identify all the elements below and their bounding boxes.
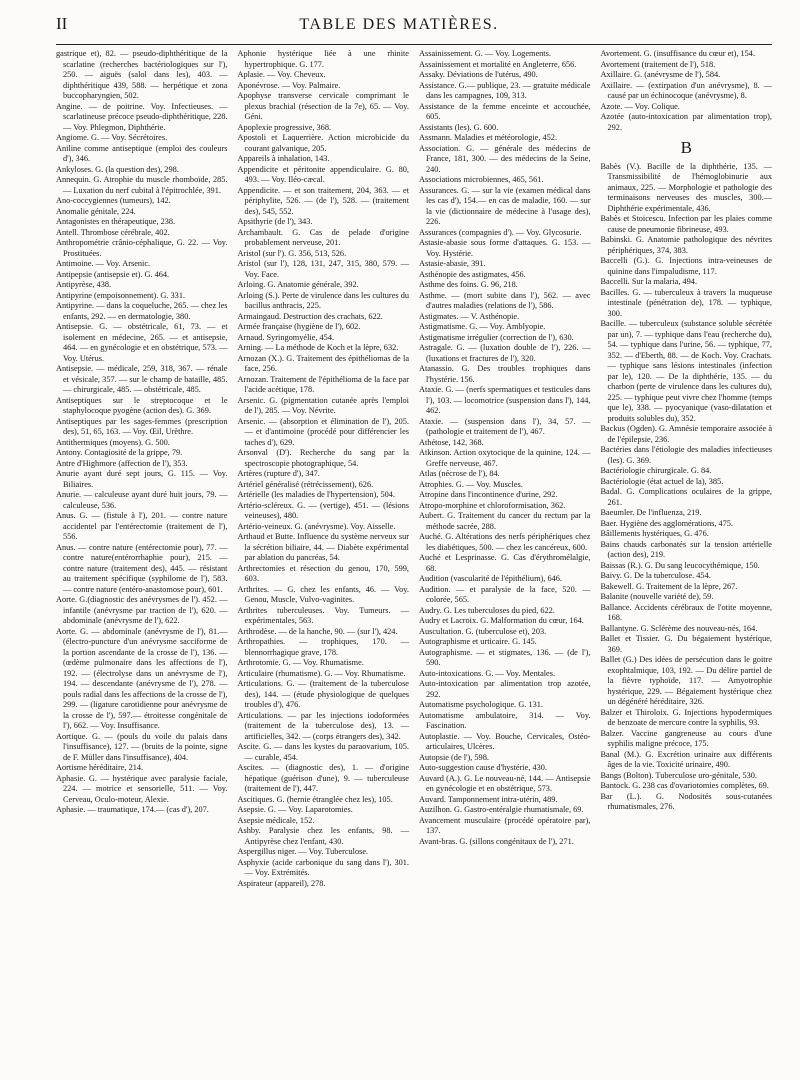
- index-entry: Aponévrose. — Voy. Palmaire.: [237, 80, 341, 90]
- index-entry: Baer. Hygiène des agglomérations, 475.: [600, 518, 733, 528]
- index-entry: Articulations. G. — (traitement de la tuberculose des), 144. — (étude physiologique de quelques troubles d'), 476.: [237, 679, 409, 709]
- index-entry: Artério-scléreux. G. — (vertige), 451. — (lésions veineuses), 480.: [237, 500, 409, 520]
- index-entry: Astragale. G. — (luxation double de l'), 226. — (luxations et fractures de l'), 320.: [419, 343, 591, 363]
- index-entry: Baeumler. De l'influenza, 219.: [600, 508, 702, 517]
- index-entry: Assistance. G.— publique, 23. — gratuite médicale dans les campagnes, 109, 313.: [419, 80, 591, 100]
- index-entry: Badal. G. Complications oculaires de la grippe, 261.: [600, 487, 772, 507]
- index-entry: Aristol (sur l'). G. 356, 513, 526.: [237, 248, 347, 258]
- page-title: TABLE DES MATIÈRES.: [299, 16, 499, 33]
- index-entry: Angiome. G. — Voy. Sécrétoires.: [56, 133, 168, 142]
- index-entry: Appendicite. — et son traitement, 204, 363. — et périphylite, 526. — (de l'), 528. — (traitement des), 545, 552.: [237, 185, 409, 216]
- page-header: [56, 14, 772, 44]
- index-entry: Auvard. Tamponnement intra-utérin, 489.: [419, 794, 558, 804]
- index-entry: Automatisme psychologique. G. 131.: [419, 700, 543, 709]
- index-entry: Autopsie (de l'), 598.: [419, 752, 489, 762]
- index-entry: Antell. Thrombose cérébrale, 402.: [56, 227, 170, 237]
- index-entry: Asepsie. G. — Voy. Laparotomies.: [237, 805, 353, 814]
- index-entry: Balanite (nouvelle variété de), 59.: [600, 592, 714, 601]
- column-3: [419, 49, 591, 889]
- header-rule: [56, 44, 772, 45]
- index-entry: Asphyxie (acide carbonique du sang dans l'), 301. — Voy. Extrémités.: [237, 857, 409, 877]
- index-entry: Auscultation. G. (tuberculose et), 203.: [419, 626, 547, 636]
- index-entry: Auché et Lesprinasse. G. Cas d'érythromélalgie, 68.: [419, 553, 591, 573]
- index-entry: Ataxie. G. — (nerfs spermatiques et testicules dans l'), 103. — locomotrice (suspension dans l'), 144, 462.: [419, 385, 591, 415]
- index-entry: Antimoine. — Voy. Arsenic.: [56, 259, 151, 268]
- index-entry: Astasie-abasie, 391.: [419, 259, 486, 268]
- index-entry: Assaky. Déviations de l'utérus, 490.: [419, 70, 538, 79]
- index-entry: Antithermiques (moyens). G. 500.: [56, 437, 170, 447]
- index-entry: Appendicite et péritonite appendiculaire. G. 80, 493. — Voy. Iléo-cæcal.: [237, 164, 409, 184]
- index-entry: Atropo-morphine et chloroformisation, 362.: [419, 500, 566, 510]
- index-entry: Anus. G. — (fistule à l'), 201. — contre nature accidentel par l'entérectomie (traitement de l'), 556.: [56, 511, 228, 541]
- index-entry: Antisepsie. G. — obstétricale, 61, 73. — et isolement en médecine, 265. — et antisepsie, 464. — en gynécologie et en obstétrique, 573. — Voy. Utérus.: [56, 322, 228, 363]
- index-entry: Apsithyrie (de l'), 343.: [237, 217, 313, 226]
- index-entry: Audry. G. Les tuberculoses du pied, 622.: [419, 605, 555, 615]
- index-entry: Bacille. — tuberculeux (substance soluble sécrétée par un), 7. — typhique dans l'eau (recherche du), 54. — typhique dans l'urine, 56. — typhique, 77, 352. — d'Eberth, 88. — de Koch. Voy. Crachats. — typhique sans lésions intestinales (infection par le), 120. — De la diphthérie, 135. — du charbon (perte de virulence dans les cultures du), 225. — typhique peut vivre chez l'homme (temps que le), 338. — pyocyanique (vaso-dilatation et produits solubles du), 352.: [600, 319, 772, 423]
- index-entry: Atanassio. G. Des troubles trophiques dans l'hystérie. 156.: [419, 364, 591, 384]
- index-entry: Audry et Lacroix. G. Malformation du cœur, 164.: [419, 616, 584, 625]
- index-entry: Aorte. G.(diagnostic des anévrysmes de l'). 452. — infantile (anévrysme par traction de l'), 620. — abdominale (anévrysme de l'), 622.: [56, 595, 228, 625]
- index-entry: Ashby. Paralysie chez les enfants, 98. — Antipyrèse chez l'enfant, 430.: [237, 826, 409, 846]
- index-entry: Artériel généralisé (rétrécissement), 626.: [237, 479, 374, 489]
- index-entry: Balzer. Vaccine gangreneuse au cours d'une syphilis maligne précoce, 175.: [600, 728, 772, 748]
- index-entry: Antiseptiques par les sages-femmes (prescription des), 51, 65, 163. — Voy. Œil, Urèthre.: [56, 416, 228, 436]
- index-entry: Assainissement. G. — Voy. Logements.: [419, 49, 551, 58]
- index-entry: Artérielle (les maladies de l'hypertension), 504.: [237, 490, 395, 499]
- index-entry: Antagonistes en thérapeutique, 238.: [56, 217, 176, 226]
- section-letter: B: [680, 138, 692, 157]
- index-entry: Aorte. G. — abdominale (anévrysme de l'), 81.—(électro-puncture d'un anévrysme sacciforme de la portion ascendante de la crosse de l'), 136. — (œdème pulmonaire dans les affections de l'), 192. — (électrolyse dans un anévrysme de l'), 194. — descendante (anévrysme de l'), 278. — pouls radial dans les affections de la crosse de l'), 299. — (ligature carotidienne pour anévrysme de la crosse de l'), 597.— étroitesse congénitale de l'), 662. — Voy. Insuffisance.: [56, 626, 228, 730]
- index-entry: Aspirateur (appareil), 278.: [237, 878, 326, 888]
- index-entry: Bakewell. G. Traitement de la lèpre, 267.: [600, 581, 738, 591]
- index-entry: Armée française (hygiène de l'), 602.: [237, 322, 361, 331]
- index-entry: Audition. — et paralysie de la face, 520. — colorée, 565.: [419, 584, 591, 604]
- column-4: [601, 49, 773, 889]
- index-entry: Automatisme ambulatoire, 314. — Voy. Fascination.: [419, 710, 591, 730]
- index-entry: Articulaire (rhumatisme). G. — Voy. Rhumatisme.: [237, 668, 406, 678]
- index-entry: Anomalie génitale, 224.: [56, 206, 136, 216]
- index-entry: Arthropathies. — trophiques, 170. — blennorrhagique grave, 178.: [237, 637, 409, 657]
- index-entry: Aphasie. G. — hystérique avec paralysie faciale, 224. — motrice et sensorielle, 511. — Voy. Cerveau, Oculo-moteur, Alexie.: [56, 773, 228, 804]
- index-entry: Auto-intoxications. G. — Voy. Mentales.: [419, 668, 556, 678]
- index-entry: Antipyrine (empoisonnement). G. 331.: [56, 290, 186, 300]
- index-entry: Articulations. — par les injections iodoformées (traitement de la tuberculose des), 13. — artificielles, 342. — (corps étrangers des), 342.: [237, 710, 409, 741]
- index-entry: Auto-suggestion cause d'hystérie, 430.: [419, 763, 547, 772]
- index-entry: Assistants (les). G. 600.: [419, 122, 499, 132]
- index-entry: Bâillements hystériques, G. 476.: [600, 529, 709, 538]
- index-entry: Antony. Contagiosité de la grippe, 79.: [56, 448, 183, 457]
- index-entry: Anus. — contre nature (entérectomie pour), 77. — contre nature(entérorrhaphie pour), 215. — contre nature (traitement des), 445. — résistant au traitement spécifique (syphilome de l'), 583. — contre nature (entéro-anastomose pour), 601.: [56, 542, 228, 594]
- index-entry: Arsonval (D'). Recherche du sang par la spectroscopie photographique, 54.: [237, 448, 409, 468]
- index-entry: Ballet et Tissier. G. Du bégaiement hystérique, 369.: [600, 634, 772, 654]
- page-number: II: [56, 14, 68, 33]
- index-entry: Astasie-abasie sous forme d'attaques. G. 153. — Voy. Hystérie.: [419, 238, 591, 258]
- index-entry: Antipyrine. — dans la coqueluche, 265. — chez les enfants, 292. — en dermatologie, 380.: [56, 301, 228, 321]
- index-entry: Avancement musculaire (procédé opératoire par), 137.: [419, 815, 591, 835]
- index-entry: Antipepsie (antisepsie et). G. 464.: [56, 269, 170, 279]
- index-entry: Artério-veineux. G. (anévrysme). Voy. Aisselle.: [237, 521, 396, 531]
- index-entry: Auzilhon. G. Gastro-entéralgie rhumatismale, 69.: [419, 805, 584, 814]
- index-entry: Bar (L.). G. Nodosités sous-cutanées rhumatismales, 276.: [600, 791, 772, 811]
- index-entry: Anthropométrie crânio-céphalique, G. 22. — Voy. Prostituées.: [56, 238, 228, 258]
- index-entry: Aortisme héréditaire, 214.: [56, 763, 144, 772]
- index-entry: Bactériologie (état actuel de la), 385.: [600, 476, 724, 486]
- index-entry: Baccelli (G.). G. Injections intra-veineuses de quinine dans l'impaludisme, 117.: [600, 256, 772, 276]
- index-entry: Astigmatisme. G. — Voy. Amblyopie.: [419, 322, 546, 331]
- index-entry: Aphonie hystérique liée à une rhinite hypertrophique. G. 177.: [237, 49, 409, 69]
- index-entry: Ballance. Accidents cérébraux de l'otite moyenne, 168.: [600, 602, 772, 622]
- index-columns: [56, 49, 772, 889]
- index-entry: Axillaire. — (extirpation d'un anévrysme), 8. — causé par un échinocoque (anévrysme), 8.: [600, 80, 772, 100]
- index-entry: Bantock. G. 238 cas d'ovariotomies complètes, 69.: [600, 781, 769, 790]
- index-entry: Armaingaud. Destruction des crachats, 622.: [237, 311, 383, 321]
- index-entry: Baccelli. Sur la malaria, 494.: [600, 277, 698, 286]
- index-entry: Avortement (traitement de l'), 518.: [600, 59, 716, 69]
- index-entry: Arthrotomie. G. — Voy. Rhumatisme.: [237, 658, 364, 667]
- index-entry: Athétose, 142, 368.: [419, 437, 484, 447]
- index-entry: Bactéries dans l'étiologie des maladies infectieuses (les). G. 369.: [600, 445, 772, 465]
- index-entry: Autographisme. — et stigmates, 136. — (de l'), 590.: [419, 647, 591, 667]
- index-entry: Association. G. — générale des médecins de France, 181, 300. — des médecins de la Seine, 240.: [419, 143, 591, 174]
- index-entry: Apostoli et Laquerrière. Action microbicide du courant galvanique, 205.: [237, 133, 409, 153]
- index-entry: Atropine dans l'incontinence d'urine, 292.: [419, 490, 558, 499]
- index-entry: Auto-intoxication par alimentation trop azotée, 292.: [419, 679, 591, 699]
- index-entry: Arthrectomies et résection du genou, 170, 599, 603.: [237, 563, 409, 583]
- index-entry: Assistance de la femme enceinte et accouchée, 605.: [419, 101, 591, 121]
- index-entry: Autoplastie. — Voy. Bouche, Cervicales, Ostéo-articulaires, Ulcères.: [419, 731, 591, 751]
- index-entry: Artères (rupture d'), 347.: [237, 469, 320, 478]
- index-entry: Avant-bras. G. (sillons congénitaux de l'), 271.: [419, 836, 574, 846]
- index-entry: Arsenic. — (absorption et élimination de l'), 205. — et d'antimoine (procédé pour différencier les taches d'), 629.: [237, 416, 409, 447]
- index-entry: Bacilles. G. — tuberculeux à travers la muqueuse intestinale (pénétration de), 178. — typhique, 300.: [600, 287, 772, 318]
- index-entry: Assmann. Maladies et météorologie, 452.: [419, 133, 558, 142]
- index-entry: Antiseptiques sur le streptocoque et le staphylocoque pyogène (action des). G. 369.: [56, 395, 228, 415]
- index-entry: Aplasie. — Voy. Cheveux.: [237, 70, 326, 79]
- index-entry: Axillaire. G. (anévrysme de l'), 584.: [600, 70, 721, 79]
- index-entry: gastrique et), 82. — pseudo-diphthéritique de la scarlatine (recherches bactériologiques sur l'), 250. — aiguës (salol dans les), 403. — diphthéritique 439, 588. — herpétique et zona buccopharyngien, 502.: [56, 49, 228, 100]
- index-entry: Aspergillus niger. — Voy. Tuberculose.: [237, 847, 369, 856]
- index-entry: Ano-coccygiennes (tumeurs), 142.: [56, 196, 171, 205]
- index-entry: Arloing (S.). Perte de virulence dans les cultures du bacillus anthracis, 225.: [237, 290, 409, 310]
- index-entry: Aortique. G. — (pouls du voile du palais dans l'insuffisance), 127. — (bruits de la pointe, signe de F. Müller dans l'insuffisance), 404.: [56, 731, 228, 762]
- index-entry: Bains chauds carbonatés sur la tension artérielle (action des), 219.: [600, 539, 772, 559]
- index-entry: Arnaud. Syringomyélie, 454.: [237, 332, 335, 342]
- index-entry: Assurances. G. — sur la vie (examen médical dans les cas d'), 154.— en cas de maladie, 160. — sur la vie (dictionnaire de médecine à l'usage des), 226.: [419, 185, 591, 226]
- index-entry: Appareils à inhalation, 143.: [237, 154, 330, 163]
- index-entry: Atrophies. G. — Voy. Muscles.: [419, 479, 523, 489]
- index-entry: Annequin. G. Atrophie du muscle rhomboïde, 285. — Luxation du nerf cubital à l'épitrochlée, 391.: [56, 175, 228, 195]
- index-entry: Backus (Ogden). G. Amnésie temporaire associée à de l'épilepsie, 236.: [600, 424, 772, 444]
- index-entry: Arthrites. — G. chez les enfants, 46. — Voy. Genou, Muscle, Vulvo-vaginites.: [237, 584, 409, 604]
- index-entry: Audition (vascularité de l'épithélium), 646.: [419, 574, 562, 583]
- index-entry: Avortement. G. (insuffisance du cœur et), 154.: [600, 49, 756, 58]
- index-entry: Ascites. — (diagnostic des), 1. — d'origine hépatique (guérison d'une), 9. — tuberculeuse (traitement de l'), 447.: [237, 763, 409, 793]
- index-entry: Arning. — La méthode de Koch et la lèpre, 632.: [237, 343, 399, 352]
- index-entry: Asthénopie des astigmates, 456.: [419, 269, 526, 279]
- index-entry: Anurie. — calculeuse ayant duré huit jours, 79. — calculeuse, 536.: [56, 490, 228, 510]
- index-entry: Astigmatisme irrégulier (correction de l'), 630.: [419, 332, 574, 342]
- index-entry: Azote. — Voy. Colique.: [600, 101, 680, 111]
- index-entry: Arnozan (X.). G. Traitement des épithéliomas de la face, 256.: [237, 353, 409, 373]
- index-entry: Antre d'Highmore (affection de l'), 353.: [56, 458, 188, 468]
- index-entry: Arnozan. Traitement de l'épithélioma de la face par l'acide acétique, 178.: [237, 374, 409, 394]
- index-entry: Banal (M.). G. Excrétion urinaire aux différents âges de la vie. Toxicité urinaire, 490.: [600, 749, 772, 769]
- index-entry: Bactériologie chirurgicale. G. 84.: [600, 466, 712, 475]
- index-entry: Ascite. G. — dans les kystes du paraovarium, 105. — curable, 454.: [237, 742, 409, 762]
- column-2: [238, 49, 410, 889]
- index-entry: Auvard (A.). G. Le nouveau-né, 144. — Antisepsie en gynécologie et en obstétrique, 573.: [419, 773, 591, 793]
- index-entry: Aristol (sur l'), 128, 131, 247, 315, 380, 579. — Voy. Face.: [237, 259, 409, 279]
- index-entry: Ankyloses. G. (la question des), 298.: [56, 164, 179, 174]
- index-entry: Babès et Stoicescu. Infection par les plaies comme cause de pneumonie fibrineuse, 493.: [600, 214, 772, 234]
- index-entry: Arsenic. G. (pigmentation cutanée après l'emploi de l'), 285. — Voy. Névrite.: [237, 395, 409, 415]
- index-entry: Auché. G. Altérations des nerfs périphériques chez les diabétiques, 500. — chez les cancéreux, 600.: [419, 532, 591, 552]
- index-entry: Balzer et Thiroloix. G. Injections hypodermiques de benzoate de mercure contre la syphilis, 93.: [600, 707, 772, 727]
- index-entry: Aniline comme antiseptique (emploi des couleurs d'), 346.: [56, 143, 228, 163]
- index-entry: Anurie ayant duré sept jours, G. 115. — Voy. Biliaires.: [56, 469, 228, 489]
- index-entry: Babès (V.). Bacille de la diphthérie, 135. — Transmissibilité de l'hémoglobinurie aux animaux, 225. — Morphologie et pathologie des terminaisons nerveuses des muscles, 300.—Diphthérie expérimentale, 436.: [600, 161, 772, 213]
- index-entry: Azotée (auto-intoxication par alimentation trop), 292.: [600, 112, 772, 132]
- index-entry: Apophyse transverse cervicale comprimant le plexus brachial (résection de la 7e), 65. — Voy. Géni.: [237, 91, 409, 121]
- column-1: [56, 49, 228, 889]
- index-entry: Arloing. G. Anatomie générale, 392.: [237, 280, 359, 289]
- index-entry: Autographisme et urticaire. G. 145.: [419, 637, 537, 646]
- index-entry: Baivy. G. De la tuberculose. 454.: [600, 571, 711, 580]
- index-entry: Astigmates. — V. Asthénopie.: [419, 311, 520, 321]
- index-entry: Baissas (R.). G. Du sang leucocythémique, 150.: [600, 560, 760, 570]
- index-entry: Atlas (nécrose de l'), 84.: [419, 469, 500, 478]
- index-entry: Apoplexie progressive, 368.: [237, 122, 332, 132]
- index-entry: Assurances (compagnies d'). — Voy. Glycosurie.: [419, 227, 582, 237]
- index-entry: Asthme. — (mort subite dans l'), 562. — avec d'autres maladies (relations de l'), 586.: [419, 290, 591, 310]
- index-entry: Arthaud et Butte. Influence du système nerveux sur la sécrétion biliaire, 44. — Diabète expérimental par ablation du pancréas, 54.: [237, 532, 409, 562]
- index-entry: Aphasie. — traumatique, 174.— (cas d'), 207.: [56, 805, 209, 814]
- index-entry: Asepsie médicale, 152.: [237, 815, 315, 825]
- index-entry: Ascitiques. G. (hernie étranglée chez les), 105.: [237, 794, 393, 804]
- index-entry: Aubert. G. Traitement du cancer du rectum par la méthode sacrée, 288.: [419, 511, 591, 531]
- index-entry: Antipyrèse, 438.: [56, 280, 112, 289]
- index-entry: Arthrites tuberculeuses. Voy. Tumeurs. — expérimentales, 563.: [237, 605, 409, 625]
- index-entry: Babinski. G. Anatomie pathologique des névrites périphériques, 374, 383.: [600, 235, 772, 255]
- index-entry: Atkinson. Action oxytocique de la quinine, 124. — Greffe nerveuse, 467.: [419, 448, 591, 468]
- index-entry: Angine. — de poitrine. Voy. Infectieuses. — scarlatineuse précoce pseudo-diphthéritique, 228. — Voy. Phlegmon, Diphthérie.: [56, 101, 228, 132]
- index-entry: Ballet (G.) Des idées de persécution dans le goitre exophtalmique, 103, 192. — Du délire partiel de la fièvre typhoïde, 117. — Amyotrophie hystérique, 229. — Bégaiement hystérique chez un dégénéré héréditaire, 326.: [600, 655, 772, 706]
- index-entry: Antisepsie. — médicale, 259, 318, 367. — rénale et vésicale, 357. — sur le champ de bataille, 485. — chirurgicale, 485. — obstétricale, 485.: [56, 364, 228, 394]
- index-entry: Assainissement et mortalité en Angleterre, 656.: [419, 59, 577, 69]
- index-entry: Bangs (Bolton). Tuberculose uro-génitale, 530.: [600, 770, 757, 780]
- index-entry: Ballantyne. G. Sclérème des nouveau-nés, 164.: [600, 623, 758, 633]
- index-entry: Asthme des foins. G. 96, 218.: [419, 280, 518, 289]
- index-entry: Arthrodèse. — de la hanche, 90. — (sur l'), 424.: [237, 626, 398, 636]
- index-entry: Archambault. G. Cas de pelade d'origine probablement nerveuse, 201.: [237, 227, 409, 247]
- index-entry: Associations microbiennes, 465, 561.: [419, 175, 544, 184]
- index-entry: Ataxie. — (suspension dans l'), 34, 57. — (pathologie et traitement de l'), 467.: [419, 416, 591, 436]
